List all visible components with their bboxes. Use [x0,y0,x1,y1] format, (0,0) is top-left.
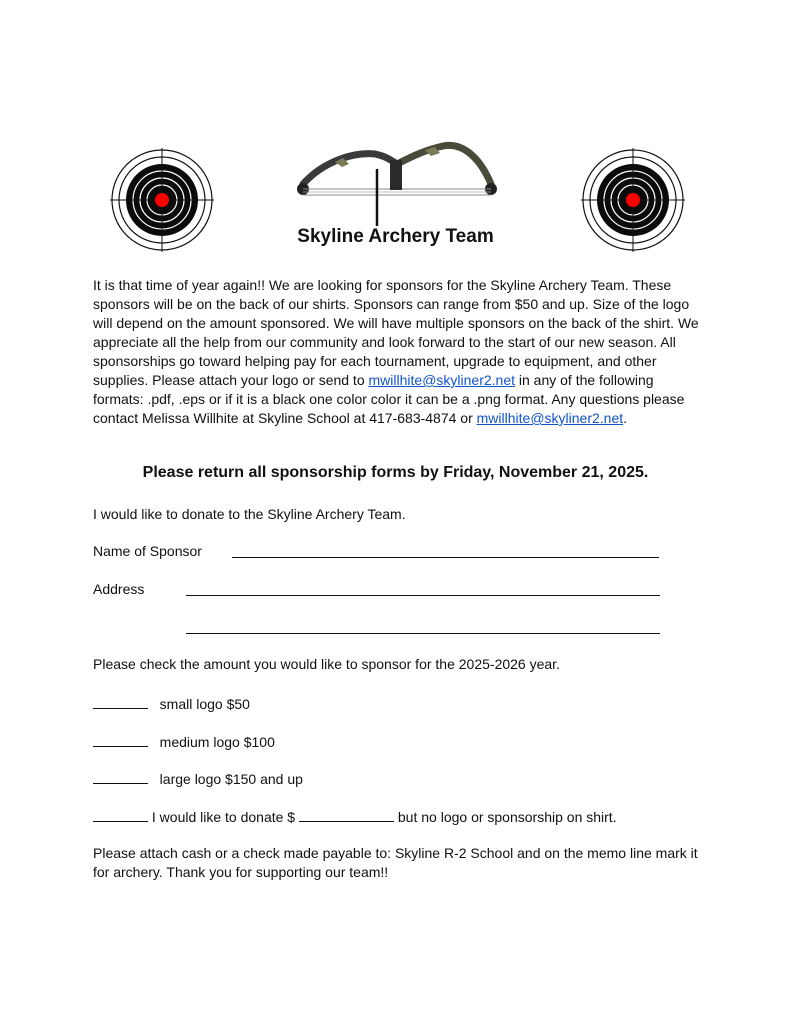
sponsor-name-label: Name of Sponsor [93,543,202,559]
option-small-logo [93,694,250,712]
email-link-2[interactable]: mwillhite@skyliner2.net [476,410,624,426]
small-logo-checkline[interactable] [93,694,148,709]
option-medium-logo [93,732,275,750]
intro-paragraph [93,276,703,428]
deadline-heading: Please return all sponsorship forms by Friday, November 21, 2025. [142,464,649,481]
sponsor-name-field[interactable] [232,557,659,558]
address-field-line-2[interactable] [186,633,660,634]
option-donate-only [93,807,617,825]
large-logo-checkline[interactable] [93,769,148,784]
option-small-label: small logo $50 [159,696,250,712]
intro-text-1: It is that time of year again!! We are looking for sponsors for the Skyline Archery Team. These sponsors will be on the back of our shirts. Sponsors can range from $50 and up. Size of the logo will depend on the amount sponsored. We will have multiple sponsors on the back of the shirt. We appreciate all the help from our community and look forward to the start of our new season. All sponsorships go toward helping pay for each tournament, upgrade to equipment, and other supplies. Please attach your logo or send to [93,277,699,388]
medium-logo-checkline[interactable] [93,732,148,747]
intro-text-2: in any of the following formats: .pdf, .eps or if it is a black one color color it can be a .png format. Any questions please contact Melissa Willhite at Skyline School at 417-683-4874 or [93,372,685,426]
option-large-label: large logo $150 and up [159,771,303,787]
address-field-line-1[interactable] [186,595,660,596]
donate-statement: I would like to donate to the Skyline Archery Team. [93,506,406,522]
donate-suffix: but no logo or sponsorship on shirt. [397,809,617,825]
donate-only-checkline[interactable] [93,807,148,822]
donate-amount-field[interactable] [299,807,394,822]
page-title: Skyline Archery Team [297,226,494,247]
amount-prompt: Please check the amount you would like to sponsor for the 2025-2026 year. [93,656,560,672]
payment-instructions: Please attach cash or a check made payable to: Skyline R-2 School and on the memo line mark it for archery. Thank you for supporting our team!! [93,845,698,880]
option-medium-label: medium logo $100 [159,734,275,750]
option-large-logo [93,769,303,787]
compound-bow-icon [295,134,500,226]
email-link-1[interactable]: mwillhite@skyliner2.net [368,372,515,388]
address-label: Address [93,581,145,597]
intro-text-3: . [623,410,628,426]
donate-prefix: I would like to donate $ [151,809,296,825]
